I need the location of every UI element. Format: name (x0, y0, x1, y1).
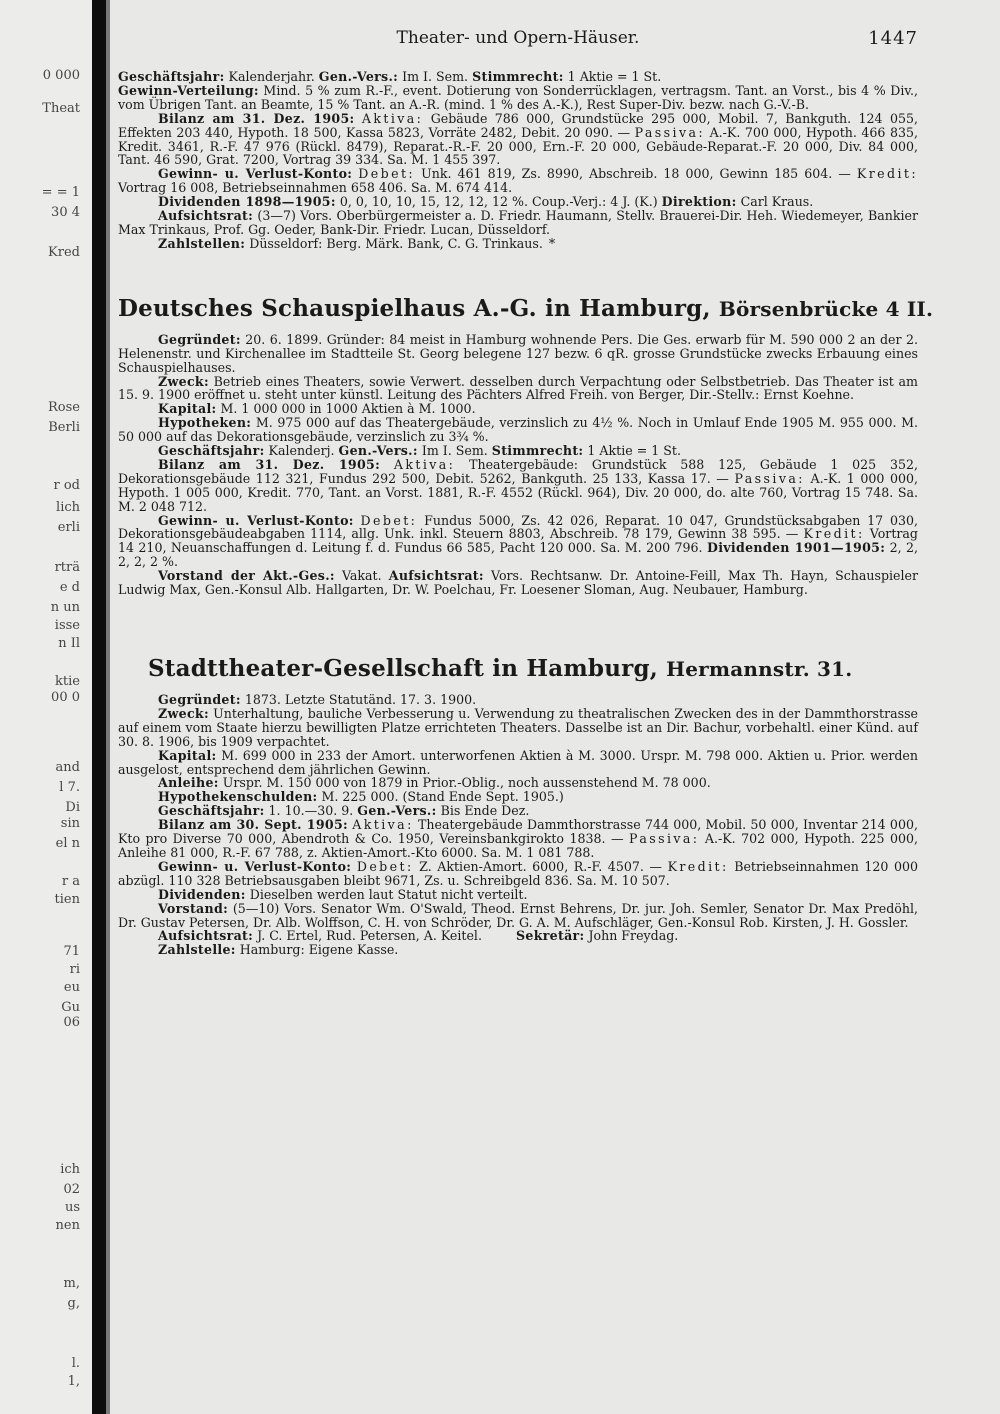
gutter-text-fragment: 00 0 (51, 690, 80, 705)
supervisory-board: Aufsichtsrat: J. C. Ertel, Rud. Petersen, A. Keitel. Sekretär: John Freydag. (158, 928, 679, 944)
capital: Kapital: M. 699 000 in 233 der Amort. unterworfenen Aktien à M. 3000. Urspr. M. 798 000. Aktien u. Prior. werden ausgelost, entsprechend dem jährlichen Gewinn. (118, 747, 918, 777)
gutter-text-fragment: 06 (63, 1015, 80, 1030)
entry-heading: Deutsches Schauspielhaus A.-G. in Hamburg, Börsenbrücke 4 II. (118, 294, 934, 322)
gutter-text-fragment: erli (57, 520, 80, 535)
profit-loss-account: Gewinn- u. Verlust-Konto: Debet: Fundus 5000, Zs. 42 026, Reparat. 10 047, Grundstücksabgaben 17 030, Dekorationsgebäudeabgaben 1114, allg. Unk. inkl. Steuern 8803, Abschreib. 78 179, Gewinn 38 595. — Kredit: Vortrag 14 210, Neuanschaffungen d. Leitung f. d. Fundus 66 585, Pacht 120 000. Sa. M. 200 796. Dividenden 1901—1905: 2, 2, 2, 2, 2 %. (118, 512, 919, 570)
gutter-text-fragment: lich (56, 500, 80, 515)
page-number: 1447 (868, 28, 918, 49)
gutter-text-fragment: n un (50, 600, 80, 615)
founded: Gegründet: 20. 6. 1899. Gründer: 84 meist in Hamburg wohnende Pers. Die Ges. erwarb für M. 590 000 2 an der 2. Helenenstr. und Kirchenallee im Stadtteile St. Georg belegene 127 bezw. 6 qR. grosse Grundstücke zwecks Erbauung eines Schauspielhauses. (118, 331, 918, 375)
gutter-text-fragment: 71 (63, 944, 80, 959)
gutter-text-fragment: el n (55, 836, 80, 851)
running-head (118, 28, 918, 56)
book-spine (92, 0, 106, 1414)
executive-board: Vorstand: (5—10) Vors. Senator Wm. O'Swald, Theod. Ernst Behrens, Dr. jur. Joh. Semler, Senator Dr. Max Predöhl, Dr. Gustav Petersen, Dr. Alb. Wolffson, C. H. von Schröder, Dr. G. A. M. Aufschläger, Gen.-Konsul Rob. Kirsten, J. H. Gossler. (118, 900, 918, 930)
gutter-text-fragment: e d (59, 580, 80, 595)
gutter-text-fragment: r a (61, 874, 80, 889)
gutter-text-fragment: nen (55, 1218, 80, 1233)
gutter-text-fragment: l. (71, 1356, 80, 1371)
gutter-text-fragment: r od (53, 478, 80, 493)
gutter-text-fragment: rträ (54, 560, 80, 575)
profit-loss-account: Gewinn- u. Verlust-Konto: Debet: Unk. 461 819, Zs. 8990, Abschreib. 18 000, Gewinn 185 604. — Kredit: Vortrag 16 008, Betriebseinnahmen 658 406. Sa. M. 674 414. (118, 166, 918, 196)
gutter-text-fragment: ri (69, 962, 80, 977)
gutter-text-fragment: ich (60, 1162, 80, 1177)
section-continued-entry (118, 70, 918, 251)
balance-sheet: Bilanz am 31. Dez. 1905: Aktiva: Theatergebäude: Grundstück 588 125, Gebäude 1 025 352, Dekorationsgebäude 112 321, Fundus 292 500, Debit. 5262, Bankguth. 25 133, Kassa 17. — Passiva: A.-K. 1 000 000, Hypoth. 1 005 000, Kredit. 770, Tant. an Vorst. 1881, R.-F. 4552 (Rückl. 964), Div. 20 000, do. alte 760, Vortrag 15 748. Sa. M. 2 048 712. (118, 456, 918, 514)
general-info-line: Geschäftsjahr: 1. 10.—30. 9. Gen.-Vers.: Bis Ende Dez. (158, 803, 530, 819)
mortgage-debts: Hypothekenschulden: M. 225 000. (Stand Ende Sept. 1905.) (158, 789, 564, 805)
dividends-line: Dividenden: Dieselben werden laut Statut nicht verteilt. (158, 886, 528, 902)
gutter-text-fragment: 0 000 (42, 68, 80, 83)
gutter-text-fragment: 1, (67, 1374, 80, 1389)
gutter-text-fragment: Kred (48, 245, 80, 260)
gutter-text-fragment: 30 4 (51, 205, 80, 220)
paying-agents: Zahlstellen: Düsseldorf: Berg. Märk. Bank, C. G. Trinkaus. * (158, 235, 556, 251)
gutter-text-fragment: Di (65, 800, 80, 815)
founded: Gegründet: 1873. Letzte Statutänd. 17. 3. 1900. (158, 692, 477, 707)
gutter-text-fragment: and (55, 760, 80, 775)
gutter-text-fragment: Berli (48, 420, 80, 435)
balance-sheet: Bilanz am 30. Sept. 1905: Aktiva: Theatergebäude Dammthorstrasse 744 000, Mobil. 50 000, Inventar 214 000, Kto pro Diverse 70 000, Abendroth & Co. 1950, Vereinsbankgirokto 1838. — Passiva: A.-K. 702 000, Hypoth. 225 000, Anleihe 81 000, R.-F. 67 788, z. Aktien-Amort.-Kto 6000. Sa. M. 1 081 788. (118, 817, 918, 860)
balance-sheet: Bilanz am 31. Dez. 1905: Aktiva: Gebäude 786 000, Grundstücke 295 000, Mobil. 7, Bankguth. 124 055, Effekten 203 440, Hypoth. 18 500, Kassa 5823, Vorräte 2482, Debit. 20 090. — Passiva: A.-K. 700 000, Hypoth. 466 835, Kredit. 3461, R.-F. 47 976 (Rückl. 8479), Reparat.-R.-F. 20 000, Ern.-F. 20 000, Gebäude-Reparat.-F. 20 000, Div. 84 000, Tant. 46 590, Grat. 7200, Vortrag 39 334. Sa. M. 1 455 397. (118, 110, 918, 168)
purpose: Zweck: Unterhaltung, bauliche Verbesserung u. Verwendung zu theatralischen Zwecken des in der Dammthorstrasse auf einem vom Staate hierzu bewilligten Platze errichteten Theaters. Dasselbe ist an Dir. Bachur, vorbehaltl. einer Künd. auf 30. 8. 1906, bis 1909 verpachtet. (118, 705, 918, 749)
general-info-line: Geschäftsjahr: Kalenderj. Gen.-Vers.: Im I. Sem. Stimmrecht: 1 Aktie = 1 St. (158, 443, 681, 459)
gutter-text-fragment: eu (63, 980, 80, 995)
mortgages: Hypotheken: M. 975 000 auf das Theatergebäude, verzinslich zu 4½ %. Noch in Umlauf Ende 1905 M. 955 000. M. 50 000 auf das Dekorationsgebäude, verzinslich zu 3¾ %. (118, 415, 918, 445)
general-info-line: Geschäftsjahr: Kalenderjahr. Gen.-Vers.: Im I. Sem. Stimmrecht: 1 Aktie = 1 St. (118, 69, 662, 84)
gutter-text-fragment: = = 1 (41, 185, 80, 200)
gutter-text-fragment: sin (60, 816, 80, 831)
gutter-text-fragment: ktie (55, 674, 80, 689)
gutter-text-fragment: l 7. (59, 780, 80, 795)
paying-agent: Zahlstelle: Hamburg: Eigene Kasse. (158, 942, 399, 958)
gutter-text-fragment: Theat (42, 101, 80, 116)
running-title: Theater- und Opern-Häuser. (396, 28, 640, 48)
gutter-text-fragment: isse (54, 618, 80, 633)
entry-heading: Stadttheater-Gesellschaft in Hamburg, Hermannstr. 31. (148, 655, 853, 682)
board-line: Vorstand der Akt.-Ges.: Vakat. Aufsichtsrat: Vors. Rechtsanw. Dr. Antoine-Feill, Max Th. Hayn, Schauspieler Ludwig Max, Gen.-Konsul Alb. Hallgarten, Dr. W. Poelchau, Fr. Loesener Sloman, Aug. Neubauer, Hamburg. (118, 568, 918, 598)
supervisory-board: Aufsichtsrat: (3—7) Vors. Oberbürgermeister a. D. Friedr. Haumann, Stellv. Brauerei-Dir. Heh. Wiedemeyer, Bankier Max Trinkaus, Prof. Gg. Oeder, Bank-Dir. Friedr. Lucan, Düsseldorf. (118, 208, 918, 237)
dividends-line: Dividenden 1898—1905: 0, 0, 10, 10, 15, 12, 12, 12 %. Coup.-Verj.: 4 J. (K.) Direktion: Carl Kraus. (158, 194, 814, 210)
entry-stadttheater-gesellschaft (118, 655, 918, 957)
page (118, 28, 934, 958)
gutter-text-fragment: us (64, 1200, 80, 1215)
gutter-text-fragment: g, (67, 1296, 80, 1311)
adjacent-page-gutter (0, 0, 92, 1414)
entry-deutsches-schauspielhaus (118, 294, 934, 598)
gutter-text-fragment: n Il (58, 636, 80, 651)
gutter-text-fragment: m, (63, 1276, 80, 1291)
gutter-text-fragment: tien (54, 892, 80, 907)
capital: Kapital: M. 1 000 000 in 1000 Aktien à M. 1000. (158, 401, 476, 417)
loan: Anleihe: Urspr. M. 150 000 von 1879 in Prior.-Oblig., noch aussenstehend M. 78 000. (158, 775, 711, 791)
purpose: Zweck: Betrieb eines Theaters, sowie Verwert. desselben durch Verpachtung oder Selbstbetrieb. Das Theater ist am 15. 9. 1900 eröffnet u. steht unter künstl. Leitung des Pächters Alfred Freih. von Berger, Dir.-Stellv.: Ernst Koehne. (118, 373, 918, 403)
profit-distribution: Gewinn-Verteilung: Mind. 5 % zum R.-F., event. Dotierung von Sonderrücklagen, vertragsm. Tant. an Vorst., bis 4 % Div., vom Übrigen Tant. an Beamte, 15 % Tant. an A.-R. (mind. 1 % des A.-K.), Rest Super-Div. bezw. nach G.-V.-B. (118, 82, 918, 112)
profit-loss-account: Gewinn- u. Verlust-Konto: Debet: Z. Aktien-Amort. 6000, R.-F. 4507. — Kredit: Betriebseinnahmen 120 000 abzügl. 110 328 Betriebsausgaben bleibt 9671, Zs. u. Schreibgeld 836. Sa. M. 10 507. (118, 858, 919, 888)
gutter-text-fragment: 02 (63, 1182, 80, 1197)
gutter-text-fragment: Gu (61, 1000, 80, 1015)
gutter-text-fragment: Rose (48, 400, 80, 415)
book-spine-shadow (106, 0, 110, 1414)
